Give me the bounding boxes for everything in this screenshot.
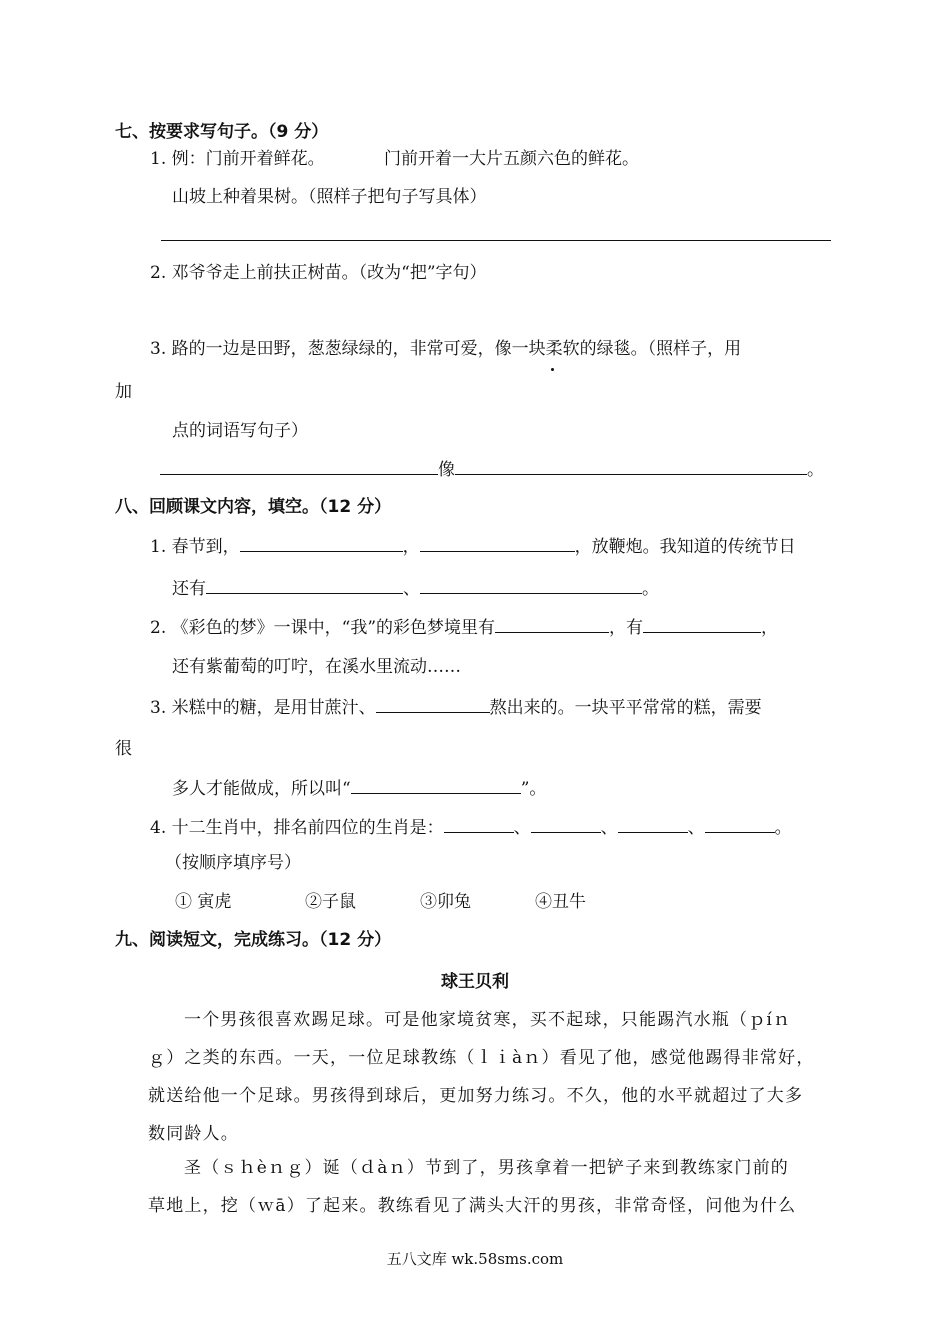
q7-3-wrap: 加: [115, 382, 132, 402]
q8-1-end: 。: [642, 579, 659, 599]
q8-3-wrap: 很: [115, 739, 132, 759]
answer-blank[interactable]: [618, 816, 688, 833]
q8-1-row2: [172, 577, 659, 600]
q8-1-sep: 、: [403, 579, 420, 599]
q7-3-answer-row: [160, 458, 824, 481]
q7-3-middle: 像: [438, 460, 455, 480]
answer-blank[interactable]: [376, 696, 490, 713]
passage-line: ｇ）之类的东西。一天，一位足球教练（ｌｉàｎ）看见了他，感觉他踢得非常好，: [148, 1048, 815, 1068]
q8-4-a: 4. 十二生肖中，排名前四位的生肖是：: [150, 818, 444, 838]
passage-line: 数同龄人。: [148, 1124, 239, 1144]
answer-blank[interactable]: [444, 816, 514, 833]
q8-4-option: ④丑牛: [535, 892, 586, 912]
q8-3-row2: [172, 777, 546, 800]
q8-2-row: [150, 616, 778, 639]
q8-2-b: ，有: [609, 618, 644, 638]
answer-blank[interactable]: [495, 616, 609, 633]
section-9-heading: 九、阅读短文，完成练习。（12 分）: [115, 930, 392, 950]
q7-1-example: 1. 例：门前开着鲜花。: [150, 149, 325, 169]
q8-4-option: ②子鼠: [305, 892, 356, 912]
q8-3-d: ”。: [520, 779, 547, 799]
q8-3-row: [150, 696, 762, 719]
q8-4-option: ① 寅虎: [175, 892, 232, 912]
q8-2-a: 2. 《彩色的梦》一课中，“我”的彩色梦境里有: [150, 618, 496, 638]
q8-3-b: 熬出来的。一块平平常常的糕，需要: [489, 698, 762, 718]
q7-3-line1: 3. 路的一边是田野，葱葱绿绿的，非常可爱，像一块柔软的绿毯。（照样子，用: [150, 339, 742, 359]
q8-4-note: （按顺序填序号）: [165, 853, 301, 873]
q8-1-row: [150, 535, 796, 558]
answer-blank[interactable]: [705, 816, 775, 833]
q8-1-a: 1. 春节到，: [150, 537, 240, 557]
q7-1-task: 山坡上种着果树。（照样子把句子写具体）: [172, 187, 487, 207]
q8-3-a: 3. 米糕中的糖，是用甘蔗汁、: [150, 698, 376, 718]
answer-blank[interactable]: [240, 535, 403, 552]
answer-blank[interactable]: [206, 577, 403, 594]
answer-blank[interactable]: [420, 577, 642, 594]
answer-blank[interactable]: [160, 458, 438, 475]
passage-title: 球王贝利: [441, 972, 509, 992]
q8-1-b: ，放鞭炮。我知道的传统节日: [574, 537, 796, 557]
q7-3-line2: 点的词语写句子）: [172, 421, 308, 441]
footer-watermark: 五八文库 wk.58sms.com: [386, 1250, 564, 1268]
q8-4-sep: 、: [600, 818, 618, 838]
q8-3-c: 多人才能做成，所以叫“: [172, 779, 351, 799]
q8-2-d: 还有紫葡萄的叮咛，在溪水里流动……: [172, 657, 461, 677]
answer-blank[interactable]: [455, 458, 807, 475]
q8-4-sep: 、: [687, 818, 705, 838]
passage-line: 圣（ｓｈèｎｇ）诞（ｄàｎ）节到了，男孩拿着一把铲子来到教练家门前的: [184, 1158, 789, 1178]
section-7-heading: 七、按要求写句子。（9 分）: [115, 122, 329, 142]
q8-4-end: 。: [774, 818, 792, 838]
q8-4-sep: 、: [513, 818, 531, 838]
q8-4-option: ③卯兔: [420, 892, 471, 912]
passage-line: 一个男孩很喜欢踢足球。可是他家境贫寒，买不起球，只能踢汽水瓶（ｐíｎ: [184, 1010, 792, 1030]
passage-line: 草地上，挖（ｗā）了起来。教练看见了满头大汗的男孩，非常奇怪，问他为什么: [148, 1196, 797, 1216]
q7-3-end: 。: [807, 460, 824, 480]
q7-1-model: 门前开着一大片五颜六色的鲜花。: [384, 149, 639, 169]
section-8-heading: 八、回顾课文内容，填空。（12 分）: [115, 497, 392, 517]
q8-2-c: ，: [761, 618, 779, 638]
q7-2: 2. 邓爷爷走上前扶正树苗。（改为“把”字句）: [150, 263, 487, 283]
answer-line[interactable]: [161, 240, 831, 241]
answer-blank[interactable]: [643, 616, 761, 633]
passage-line: 就送给他一个足球。男孩得到球后，更加努力练习。不久，他的水平就超过了大多: [148, 1086, 804, 1106]
emphasis-dot: [551, 368, 554, 371]
q8-4-row: [150, 816, 792, 839]
answer-blank[interactable]: [420, 535, 575, 552]
answer-blank[interactable]: [531, 816, 601, 833]
q8-1-c: 还有: [172, 579, 206, 599]
q8-1-comma: ，: [402, 537, 420, 557]
answer-blank[interactable]: [351, 777, 521, 794]
